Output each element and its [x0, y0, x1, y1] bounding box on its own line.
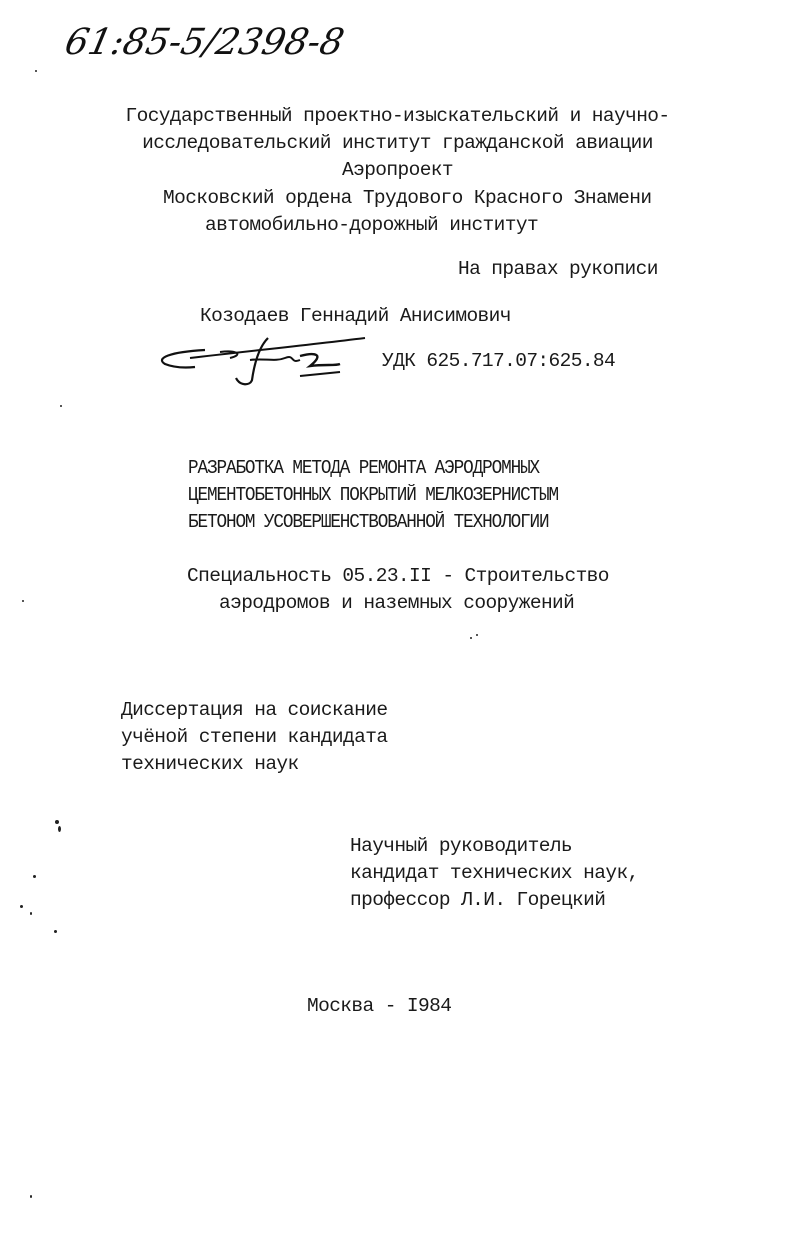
supervisor-line-3: профессор Л.И. Горецкий	[350, 889, 606, 911]
dissertation-line-1: Диссертация на соискание	[121, 699, 388, 721]
title-line-1: РАЗРАБОТКА МЕТОДА РЕМОНТА АЭРОДРОМНЫХ	[188, 457, 540, 479]
title-line-2: ЦЕМЕНТОБЕТОННЫХ ПОКРЫТИЙ МЕЛКОЗЕРНИСТЫМ	[188, 484, 559, 506]
institution-line-1: Государственный проектно-изыскательский и научно-	[125, 105, 670, 127]
institution-name-aeroproekt: Аэропроект	[341, 159, 454, 181]
manuscript-rights-label: На правах рукописи	[458, 258, 658, 280]
title-line-3: БЕТОНОМ УСОВЕРШЕНСТВОВАННОЙ ТЕХНОЛОГИИ	[188, 511, 549, 533]
dissertation-line-2: учёной степени кандидата	[121, 726, 388, 748]
author-name: Козодаев Геннадий Анисимович	[200, 305, 511, 327]
supervisor-line-1: Научный руководитель	[350, 835, 573, 857]
institution-line-4: Московский ордена Трудового Красного Знамени	[163, 187, 652, 209]
institution-line-2: исследовательский институт гражданской авиации	[142, 132, 653, 154]
dissertation-line-3: технических наук	[121, 753, 299, 775]
institution-line-5: автомобильно-дорожный институт	[205, 214, 539, 236]
place-and-year: Москва - I984	[307, 995, 452, 1017]
svg-text:61:85-5/2398-8: 61:85-5/2398-8	[61, 20, 348, 63]
supervisor-line-2: кандидат технических наук,	[350, 862, 639, 884]
handwritten-shelfmark	[55, 8, 355, 78]
author-signature	[150, 328, 370, 388]
specialty-line-2: аэродромов и наземных сооружений	[219, 592, 575, 614]
specialty-line-1: Специальность 05.23.II - Строительство	[187, 565, 609, 587]
udc-code: УДК 625.717.07:625.84	[382, 350, 616, 372]
